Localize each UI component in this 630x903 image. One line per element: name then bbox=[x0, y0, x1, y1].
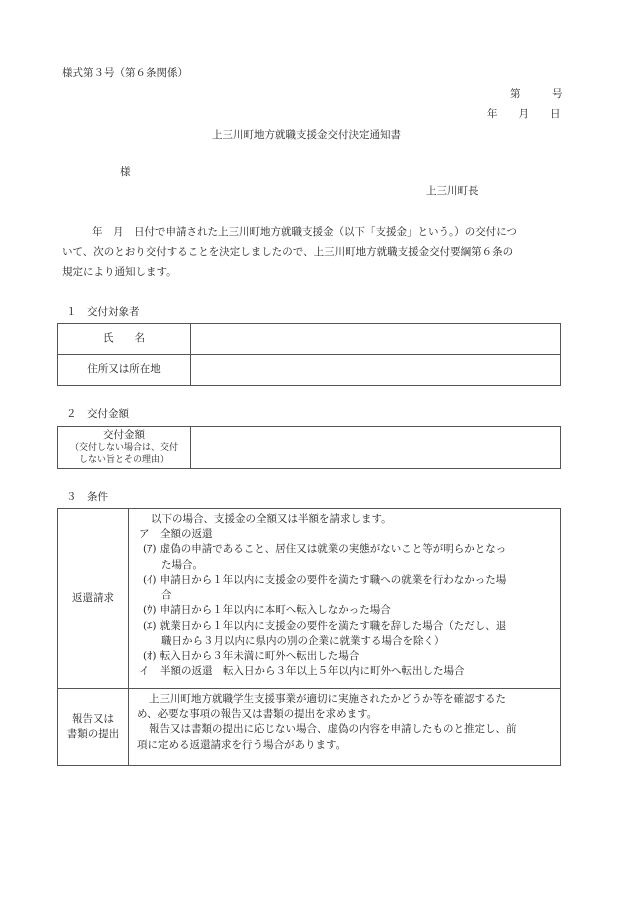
name-value bbox=[191, 324, 561, 355]
refund-line: 職日から３月以内に県内の別の企業に就業する場合を除く） bbox=[161, 634, 445, 647]
address-value bbox=[191, 355, 561, 386]
report-line: め、必要な事項の報告又は書類の提出を求めます。 bbox=[137, 708, 378, 721]
amount-table bbox=[57, 426, 561, 469]
refund-label: 返還請求 bbox=[58, 509, 129, 689]
refund-line: た場合。 bbox=[161, 558, 203, 571]
refund-line: (ｴ) 就業日から１年以内に支援金の要件を満たす職を辞した場合（ただし、退 bbox=[143, 619, 507, 632]
section2-heading: ２ 交付金額 bbox=[66, 408, 129, 420]
refund-line: 合 bbox=[161, 589, 172, 602]
amount-label-note-1: （交付しない場合は、交付 bbox=[69, 443, 178, 454]
refund-line: (ｱ) 虚偽の申請であること、居住又は就業の実態がないこと等が明らかとなっ bbox=[143, 543, 507, 556]
section1-heading: １ 交付対象者 bbox=[66, 306, 140, 318]
refund-content bbox=[129, 509, 561, 689]
document-title: 上三川町地方就職支援金交付決定通知書 bbox=[212, 129, 401, 141]
conditions-table bbox=[57, 508, 561, 766]
report-line: 項に定める返還請求を行う場合があります。 bbox=[137, 738, 347, 751]
report-line: 上三川町地方就職学生支援事業が適切に実施されたかどうか等を確認するた bbox=[149, 693, 506, 705]
issuer-name: 上三川町長 bbox=[426, 185, 479, 197]
report-label-line-2: 書類の提出 bbox=[66, 728, 120, 740]
amount-label bbox=[58, 427, 191, 469]
refund-line: 以下の場合、支援金の全額又は半額を請求します。 bbox=[151, 513, 392, 525]
refund-line: (ｲ) 申請日から１年以内に支援金の要件を満たす職への就業を行わなかった場 bbox=[143, 573, 507, 586]
report-label-line-1: 報告又は bbox=[72, 712, 114, 725]
body-line-1: 年 月 日付で申請された上三川町地方就職支援金（以下「支援金」という。）の交付につ bbox=[92, 226, 518, 238]
refund-line: (ｳ) 申請日から１年以内に本町へ転入しなかった場合 bbox=[143, 604, 391, 617]
amount-value bbox=[191, 427, 561, 469]
report-content bbox=[129, 689, 561, 766]
report-line: 報告又は書類の提出に応じない場合、虚偽の内容を申請したものと推定し、前 bbox=[149, 723, 517, 736]
recipient-table bbox=[57, 323, 561, 386]
form-number: 様式第３号（第６条関係） bbox=[62, 67, 188, 79]
body-line-3: 規定により通知します。 bbox=[62, 266, 177, 278]
address-label: 住所又は所在地 bbox=[58, 355, 191, 386]
report-label bbox=[58, 689, 129, 766]
refund-line: ア 全額の返還 bbox=[139, 528, 213, 541]
amount-label-main: 交付金額 bbox=[103, 429, 145, 442]
document-number: 第 号 bbox=[510, 88, 563, 100]
name-label: 氏 名 bbox=[58, 324, 191, 355]
section3-heading: ３ 条件 bbox=[66, 491, 108, 503]
refund-line: (ｵ) 転入日から３年未満に町外へ転出した場合 bbox=[143, 649, 360, 662]
issue-date: 年 月 日 bbox=[487, 108, 561, 120]
addressee-suffix: 様 bbox=[120, 166, 131, 178]
body-line-2: いて、次のとおり交付することを決定しましたので、上三川町地方就職支援金交付要綱第６条の bbox=[62, 246, 514, 258]
refund-line: イ 半額の返還 転入日から３年以上５年以内に町外へ転出した場合 bbox=[139, 665, 465, 678]
amount-label-note-2: しない旨とその理由） bbox=[78, 455, 169, 466]
